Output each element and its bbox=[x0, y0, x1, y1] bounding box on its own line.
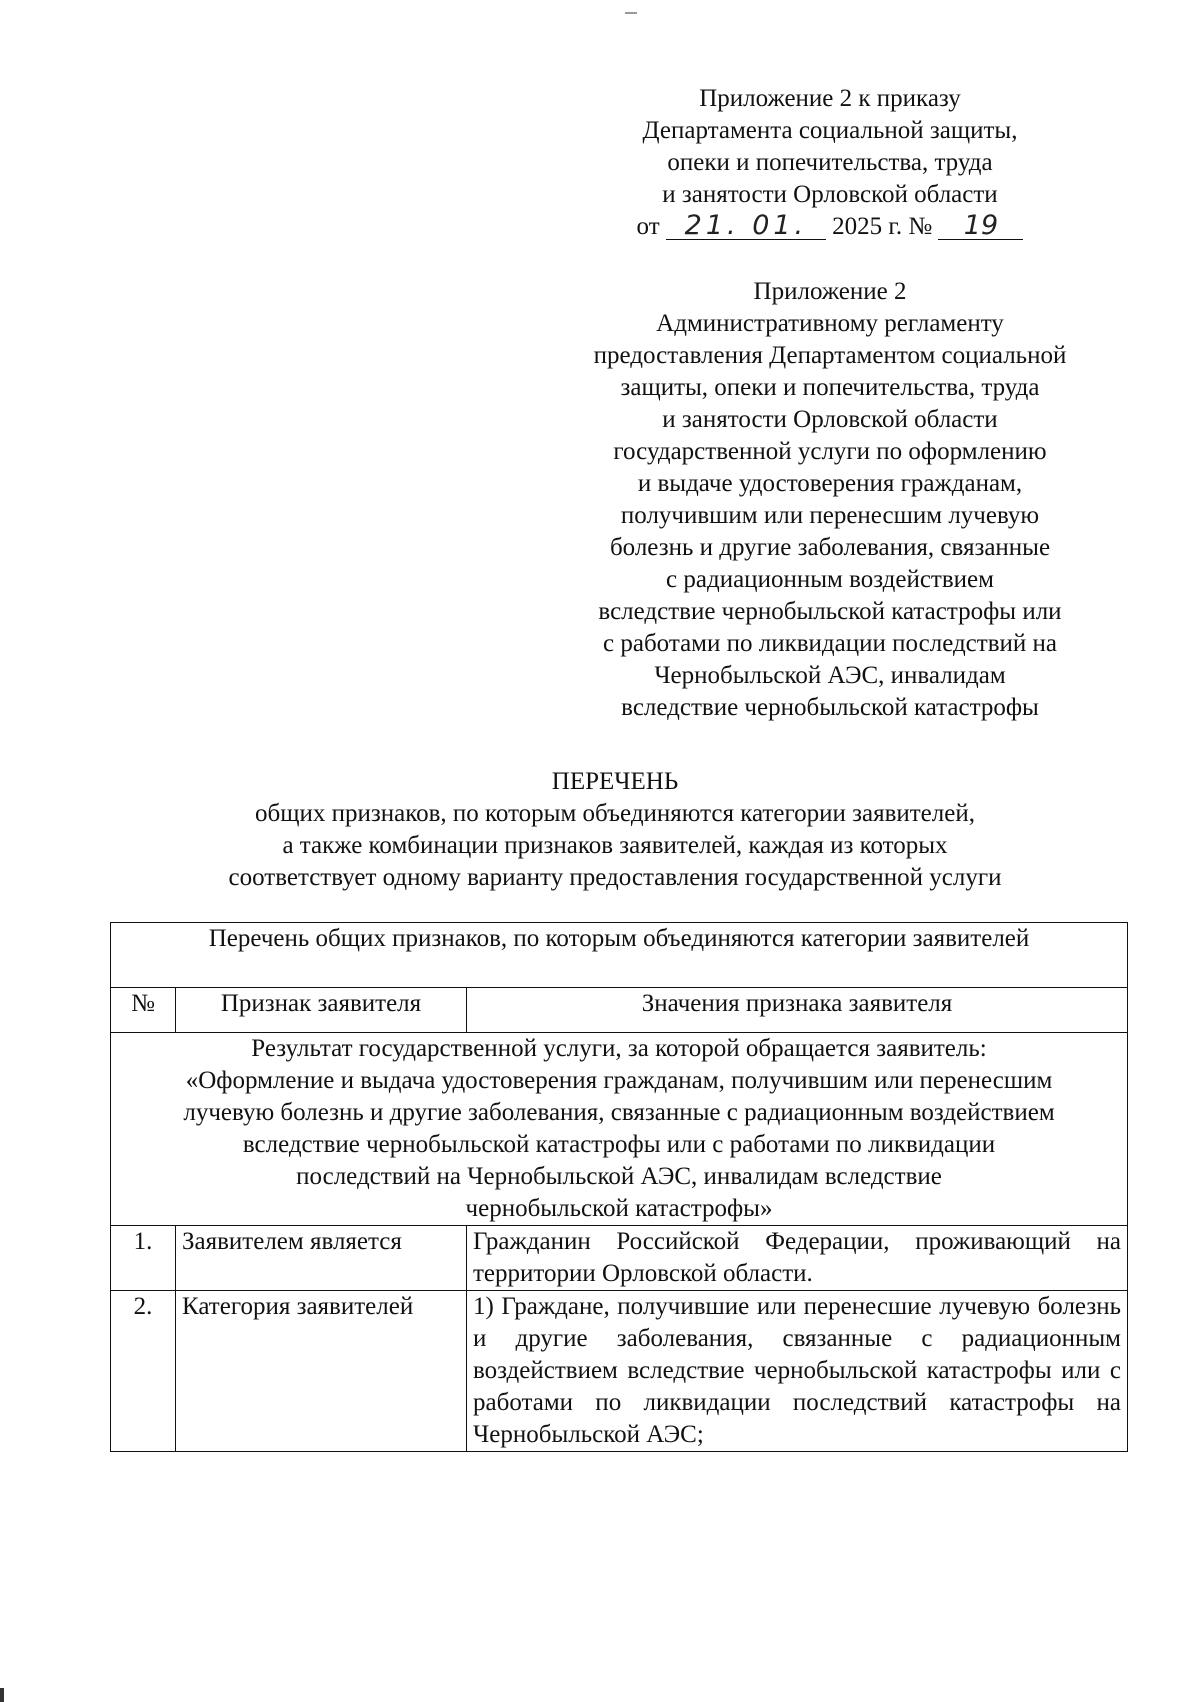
annex-regulation-line: с радиационным воздействием bbox=[666, 566, 994, 593]
result-line: Результат государственной услуги, за которой обращается заявитель: bbox=[251, 1035, 987, 1062]
document-title bbox=[100, 766, 1130, 894]
title-line: общих признаков, по которым объединяются категории заявителей, bbox=[255, 800, 975, 827]
annex-regulation-line: и занятости Орловской области bbox=[662, 406, 998, 433]
annex-regulation-line: государственной услуги по оформлению bbox=[613, 438, 1047, 465]
annex-regulation-line: вследствие чернобыльской катастрофы bbox=[621, 694, 1039, 721]
annex-regulation-line: защиты, опеки и попечительства, труда bbox=[620, 374, 1040, 401]
title-heading: ПЕРЕЧЕНЬ bbox=[551, 768, 679, 795]
annex-regulation-line: с работами по ликвидации последствий на bbox=[603, 630, 1057, 657]
table-header-row bbox=[111, 988, 1128, 1033]
result-line: лучевую болезнь и другие заболевания, связанные с радиационным воздействием bbox=[183, 1099, 1055, 1126]
result-row bbox=[111, 1033, 1128, 1226]
annex-regulation-line: получившим или перенесшим лучевую bbox=[620, 502, 1040, 529]
annex-order-header bbox=[570, 83, 1090, 243]
result-line: «Оформление и выдача удостоверения гражданам, получившим или перенесшим bbox=[185, 1067, 1053, 1094]
header-value: Значения признака заявителя bbox=[467, 988, 1128, 1033]
order-date-line bbox=[570, 211, 1090, 243]
result-line: вследствие чернобыльской катастрофы или с работами по ликвидации bbox=[242, 1131, 996, 1158]
scan-artifact-left bbox=[0, 1688, 4, 1702]
annex-regulation-line: предоставления Департаментом социальной bbox=[593, 342, 1067, 369]
row-attribute: Заявителем является bbox=[176, 1226, 467, 1291]
result-cell bbox=[111, 1033, 1128, 1226]
annex-order-line: Приложение 2 к приказу bbox=[699, 85, 961, 112]
annex-order-line: и занятости Орловской области bbox=[662, 181, 998, 208]
annex-regulation-line: Приложение 2 bbox=[753, 278, 907, 305]
row-number: 1. bbox=[111, 1226, 176, 1291]
attributes-table bbox=[110, 922, 1128, 1452]
scan-artifact-top bbox=[625, 12, 637, 14]
annex-order-line: опеки и попечительства, труда bbox=[667, 149, 993, 176]
handwritten-order-number: 19 bbox=[938, 213, 1023, 240]
date-prefix: от bbox=[636, 213, 660, 240]
header-number: № bbox=[111, 988, 176, 1033]
annex-regulation-line: вследствие чернобыльской катастрофы или bbox=[598, 598, 1062, 625]
table-row bbox=[111, 1226, 1128, 1291]
result-line: чернобыльской катастрофы» bbox=[465, 1195, 773, 1222]
order-year-text: 2025 г. № bbox=[832, 213, 933, 240]
header-attribute: Признак заявителя bbox=[176, 988, 467, 1033]
row-value: 1) Граждане, получившие или перенесшие лучевую болезнь и другие заболевания, связанные с радиационным воздействием вследствие чернобыльской катастрофы или с работами по ликвидации последствий катастрофы на Чернобыльской АЭС; bbox=[467, 1291, 1128, 1452]
row-value: Гражданин Российской Федерации, проживающий на территории Орловской области. bbox=[467, 1226, 1128, 1291]
annex-regulation-line: Чернобыльской АЭС, инвалидам bbox=[654, 662, 1006, 689]
title-line: а также комбинации признаков заявителей, каждая из которых bbox=[282, 832, 948, 859]
row-attribute: Категория заявителей bbox=[176, 1291, 467, 1452]
annex-regulation-line: и выдаче удостоверения гражданам, bbox=[637, 470, 1023, 497]
handwritten-date: 21. 01. bbox=[666, 213, 826, 240]
table-caption-row bbox=[111, 923, 1128, 988]
annex-order-line: Департамента социальной защиты, bbox=[642, 117, 1018, 144]
annex-regulation-header bbox=[545, 276, 1115, 724]
row-number: 2. bbox=[111, 1291, 176, 1452]
table-row bbox=[111, 1291, 1128, 1452]
annex-regulation-line: Административному регламенту bbox=[656, 310, 1004, 337]
title-line: соответствует одному варианту предоставления государственной услуги bbox=[228, 864, 1002, 891]
result-line: последствий на Чернобыльской АЭС, инвалидам вследствие bbox=[296, 1163, 942, 1190]
table-caption: Перечень общих признаков, по которым объединяются категории заявителей bbox=[111, 923, 1128, 988]
annex-regulation-line: болезнь и другие заболевания, связанные bbox=[609, 534, 1051, 561]
